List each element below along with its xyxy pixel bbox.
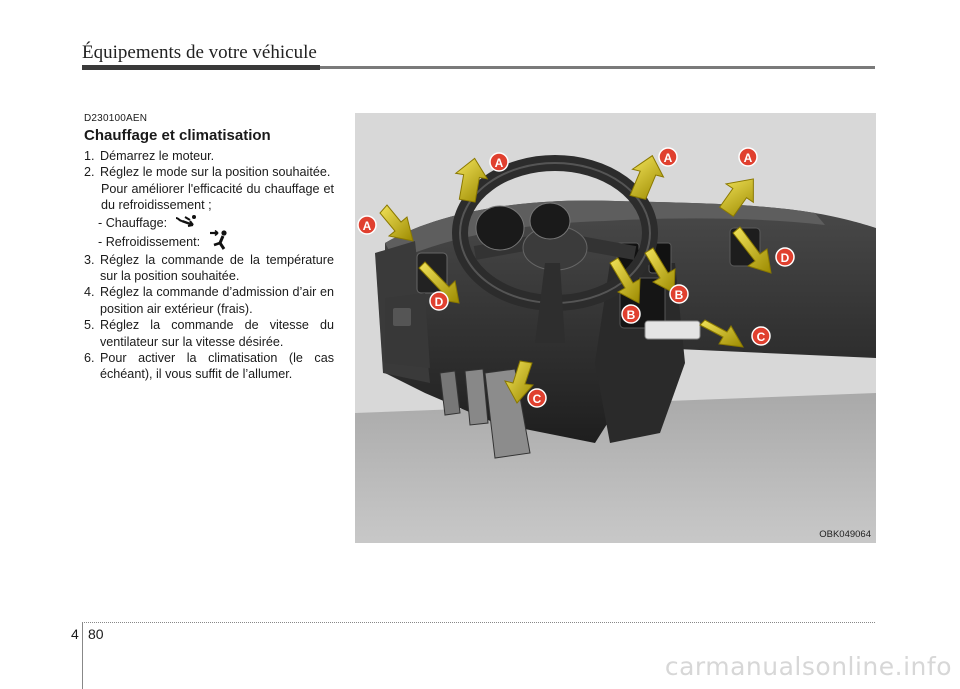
step-6: 6. Pour activer la climatisation (le cas échéant), il vous suffit de l’allumer. — [84, 351, 334, 382]
footer-vertical-rule — [82, 622, 83, 689]
vent-badge-a-windshield-right — [739, 148, 757, 166]
vent-label-d: D — [434, 295, 444, 309]
step-5: 5. Réglez la commande de vitesse du ventilateur sur la vitesse désirée. — [84, 318, 334, 349]
step-3: 3. Réglez la commande de la température sur la position souhaitée. — [84, 252, 334, 284]
vent-label-b: B — [674, 288, 684, 302]
vent-label-a: A — [494, 156, 504, 170]
vent-label-a: A — [362, 219, 372, 233]
header-rule-accent — [82, 65, 320, 70]
step-4: 4. Réglez la commande d’admission d’air en position air extérieur (frais). — [84, 285, 334, 316]
efficiency-note: Pour améliorer l'efficacité du chauffage et du refroidissement ; — [101, 181, 334, 213]
vent-badge-b-right — [670, 285, 688, 303]
vent-label-b: B — [626, 308, 636, 322]
vent-badge-d-right — [776, 248, 794, 266]
floor-vent-mode-icon — [173, 214, 197, 232]
step-2: 2. Réglez le mode sur la position souhaitée. — [84, 165, 331, 180]
cooling-label: - Refroidissement: — [98, 234, 201, 249]
vent-badge-a-windshield-left — [490, 153, 508, 171]
vent-label-c: C — [532, 392, 542, 406]
dashboard-vent-illustration — [355, 113, 876, 543]
section-code: D230100AEN — [84, 113, 148, 124]
vent-badges — [355, 113, 876, 543]
chapter-number: 4 — [71, 626, 79, 642]
page-number: 80 — [88, 626, 104, 642]
watermark: carmanualsonline.info — [664, 652, 952, 681]
vent-badge-c-right — [752, 327, 770, 345]
vent-badge-a-windshield-center — [659, 148, 677, 166]
vent-badge-c-left — [528, 389, 546, 407]
section-title: Chauffage et climatisation — [84, 127, 271, 144]
vent-badge-b-left — [622, 305, 640, 323]
heating-label: - Chauffage: — [98, 215, 168, 230]
vent-badge-a-side-left — [358, 216, 376, 234]
vent-label-a: A — [743, 151, 753, 165]
figure-caption: OBK049064 — [819, 529, 871, 540]
vent-label-d: D — [780, 251, 790, 265]
page-header-title: Équipements de votre véhicule — [82, 42, 317, 63]
vent-label-c: C — [756, 330, 766, 344]
steps-list — [84, 148, 334, 383]
step-1: 1. Démarrez le moteur. — [84, 149, 215, 163]
footer-dotted-rule — [82, 622, 875, 623]
vent-label-a: A — [663, 151, 673, 165]
cooling-mode-line — [84, 233, 334, 252]
vent-badge-d-left — [430, 292, 448, 310]
